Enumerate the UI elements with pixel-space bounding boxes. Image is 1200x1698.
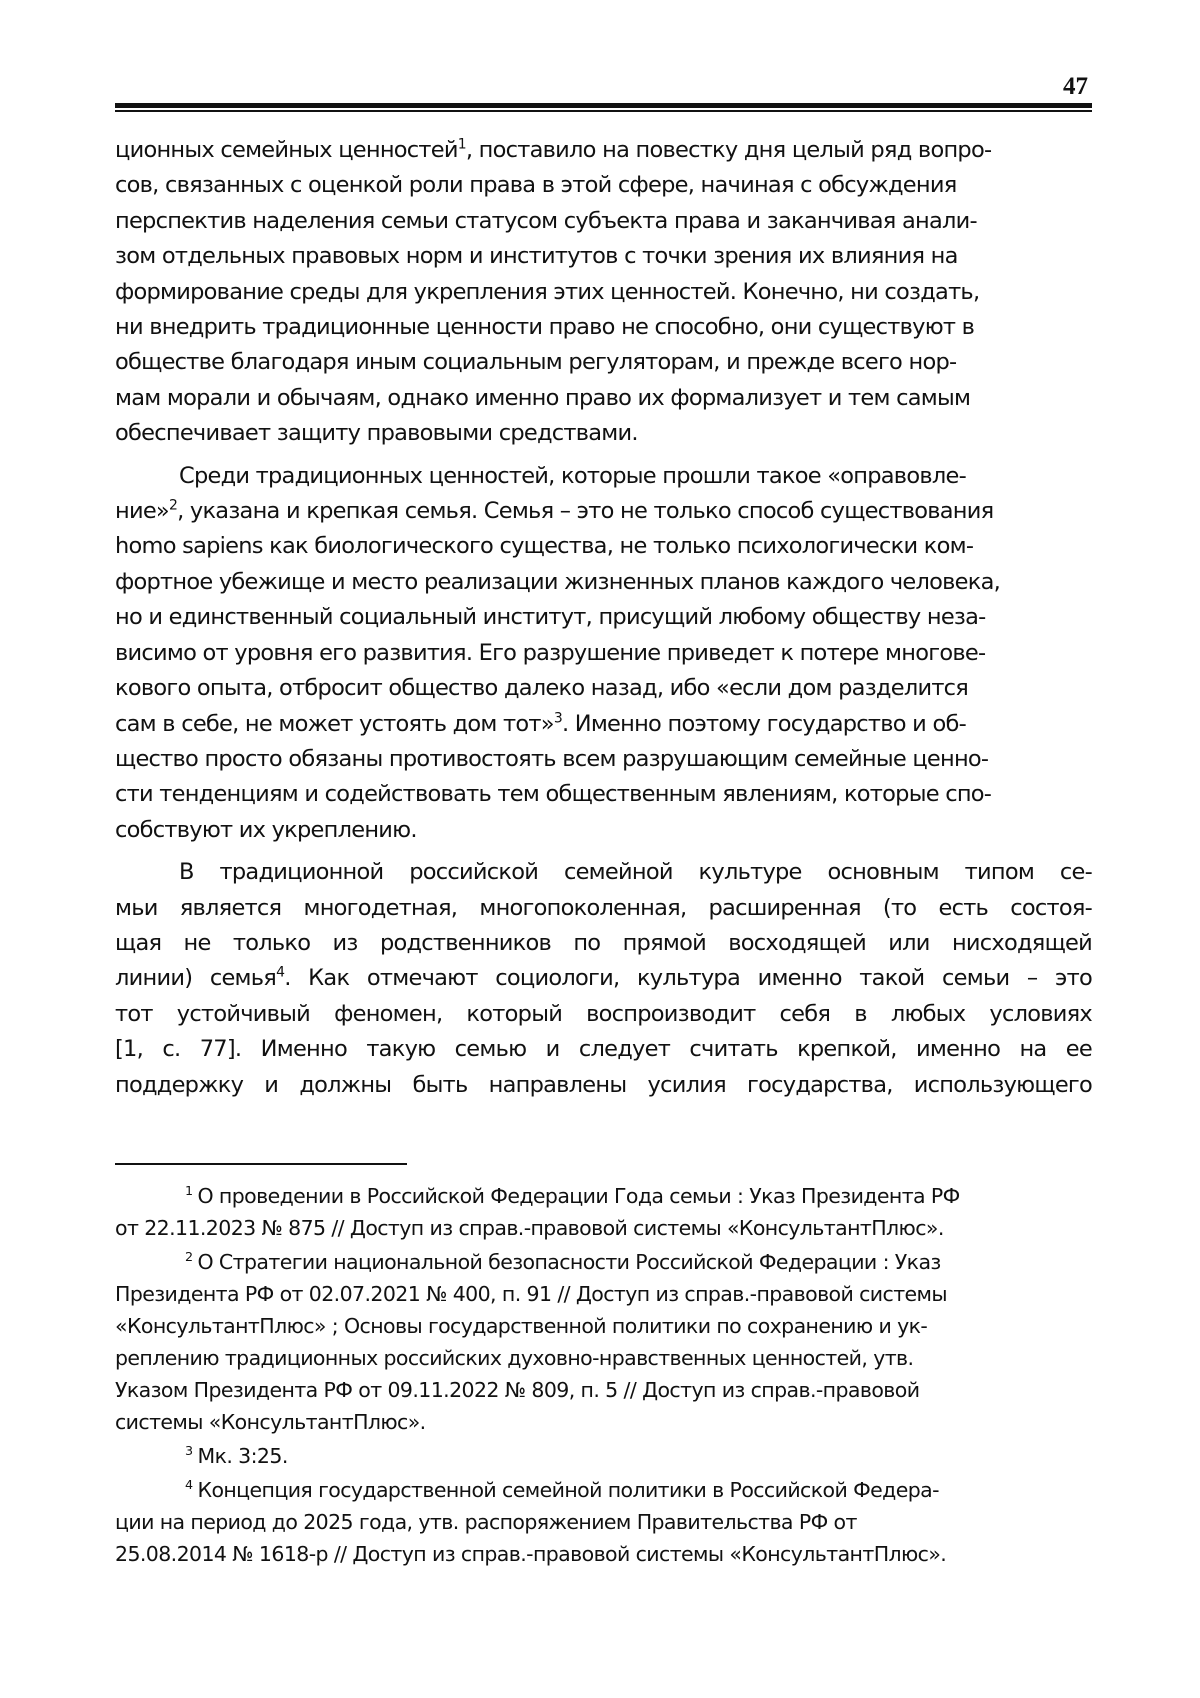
footnote-line: от 22.11.2023 № 875 // Доступ из справ.-правовой системы «КонсультантПлюс». bbox=[115, 1216, 944, 1240]
paragraph bbox=[115, 459, 1092, 848]
text-line-cont: . Именно поэтому государство и об- bbox=[561, 710, 966, 737]
text-line: сти тенденциям и содействовать тем общественным явлениям, которые спо- bbox=[115, 781, 992, 808]
text-line: homo sapiens как биологического существа, не только психологически ком- bbox=[115, 533, 974, 560]
text-line: собствуют их укреплению. bbox=[115, 816, 417, 843]
footnotes bbox=[115, 1180, 1092, 1570]
footnote-mark: 2 bbox=[185, 1249, 193, 1265]
body-text bbox=[115, 133, 1092, 1103]
text-line: линии) семья bbox=[115, 965, 277, 992]
footnote-line: Концепция государственной семейной политики в Российской Федера- bbox=[197, 1478, 939, 1502]
text-line: поддержку и должны быть направлены усилия государства, использующего bbox=[115, 1071, 1092, 1098]
footnote bbox=[115, 1180, 1092, 1244]
header-rule-thin bbox=[115, 110, 1092, 112]
text-line: мам морали и обычаям, однако именно право их формализует и тем самым bbox=[115, 384, 971, 411]
footnote-line: 25.08.2014 № 1618-р // Доступ из справ.-правовой системы «КонсультантПлюс». bbox=[115, 1542, 947, 1566]
text-line-cont: , поставило на повестку дня целый ряд вопро- bbox=[465, 137, 992, 163]
footnote-line: Указом Президента РФ от 09.11.2022 № 809, п. 5 // Доступ из справ.-правовой bbox=[115, 1378, 920, 1402]
text-line: сов, связанных с оценкой роли права в этой сфере, начиная с обсуждения bbox=[115, 172, 957, 199]
text-line-cont: , указана и крепкая семья. Семья – это не только способ существования bbox=[177, 498, 994, 525]
text-line: висимо от уровня его развития. Его разрушение приведет к потере многове- bbox=[115, 639, 986, 666]
text-line: кового опыта, отбросит общество далеко назад, ибо «если дом разделится bbox=[115, 675, 969, 702]
page-number: 47 bbox=[1063, 73, 1088, 100]
text-line: щая не только из родственников по прямой восходящей или нисходящей bbox=[115, 929, 1092, 956]
footnote-line: реплению традиционных российских духовно-нравственных ценностей, утв. bbox=[115, 1346, 914, 1370]
footnote-line: системы «КонсультантПлюс». bbox=[115, 1410, 426, 1434]
footnote-line: Мк. 3:25. bbox=[197, 1444, 288, 1468]
footnote-line: Президента РФ от 02.07.2021 № 400, п. 91 // Доступ из справ.-правовой системы bbox=[115, 1282, 947, 1306]
text-line: ционных семейных ценностей bbox=[115, 137, 458, 163]
footnote-mark: 1 bbox=[185, 1183, 193, 1199]
text-line: фортное убежище и место реализации жизненных планов каждого человека, bbox=[115, 568, 1001, 595]
text-line: но и единственный социальный институт, присущий любому обществу неза- bbox=[115, 604, 986, 631]
text-line: Среди традиционных ценностей, которые прошли такое «оправовле- bbox=[179, 462, 966, 489]
paragraph bbox=[115, 133, 1092, 452]
text-line: перспектив наделения семьи статусом субъекта права и заканчивая анали- bbox=[115, 207, 977, 234]
text-line: В традиционной российской семейной культуре основным типом се- bbox=[179, 859, 1092, 886]
footnote-mark: 4 bbox=[185, 1477, 193, 1493]
text-line: формирование среды для укрепления этих ценностей. Конечно, ни создать, bbox=[115, 278, 980, 305]
footnote-ref: 3 bbox=[553, 709, 562, 726]
paragraph bbox=[115, 855, 1092, 1103]
text-line: [1, с. 77]. Именно такую семью и следует считать крепкой, именно на ее bbox=[115, 1036, 1092, 1063]
footnote-ref: 4 bbox=[276, 964, 285, 981]
text-line: обществе благодаря иным социальным регуляторам, и прежде всего нор- bbox=[115, 349, 957, 376]
footnote-ref: 1 bbox=[457, 136, 466, 153]
footnote-line: «КонсультантПлюс» ; Основы государственной политики по сохранению и ук- bbox=[115, 1314, 928, 1338]
footnote bbox=[115, 1474, 1092, 1570]
text-line: обеспечивает защиту правовыми средствами. bbox=[115, 420, 638, 447]
footnote-line: ции на период до 2025 года, утв. распоряжением Правительства РФ от bbox=[115, 1510, 857, 1534]
header-rule-thick bbox=[115, 103, 1092, 108]
footnote-separator bbox=[115, 1163, 407, 1165]
text-line: мьи является многодетная, многопоколенная, расширенная (то есть состоя- bbox=[115, 894, 1092, 921]
footnote-line: О проведении в Российской Федерации Года семьи : Указ Президента РФ bbox=[197, 1184, 960, 1208]
text-line: тот устойчивый феномен, который воспроизводит себя в любых условиях bbox=[115, 1000, 1092, 1027]
text-line: сам в себе, не может устоять дом тот» bbox=[115, 710, 554, 737]
text-line: щество просто обязаны противостоять всем разрушающим семейные ценно- bbox=[115, 745, 989, 772]
footnote bbox=[115, 1440, 1092, 1472]
text-line: зом отдельных правовых норм и институтов с точки зрения их влияния на bbox=[115, 243, 958, 270]
text-line: ни внедрить традиционные ценности право не способно, они существуют в bbox=[115, 314, 975, 341]
footnote bbox=[115, 1246, 1092, 1438]
footnote-ref: 2 bbox=[168, 497, 178, 514]
footnote-line: О Стратегии национальной безопасности Российской Федерации : Указ bbox=[197, 1250, 941, 1274]
text-line: ние» bbox=[115, 498, 169, 525]
footnote-mark: 3 bbox=[185, 1443, 193, 1459]
text-line-cont: . Как отмечают социологи, культура именно такой семьи – это bbox=[284, 965, 1092, 992]
